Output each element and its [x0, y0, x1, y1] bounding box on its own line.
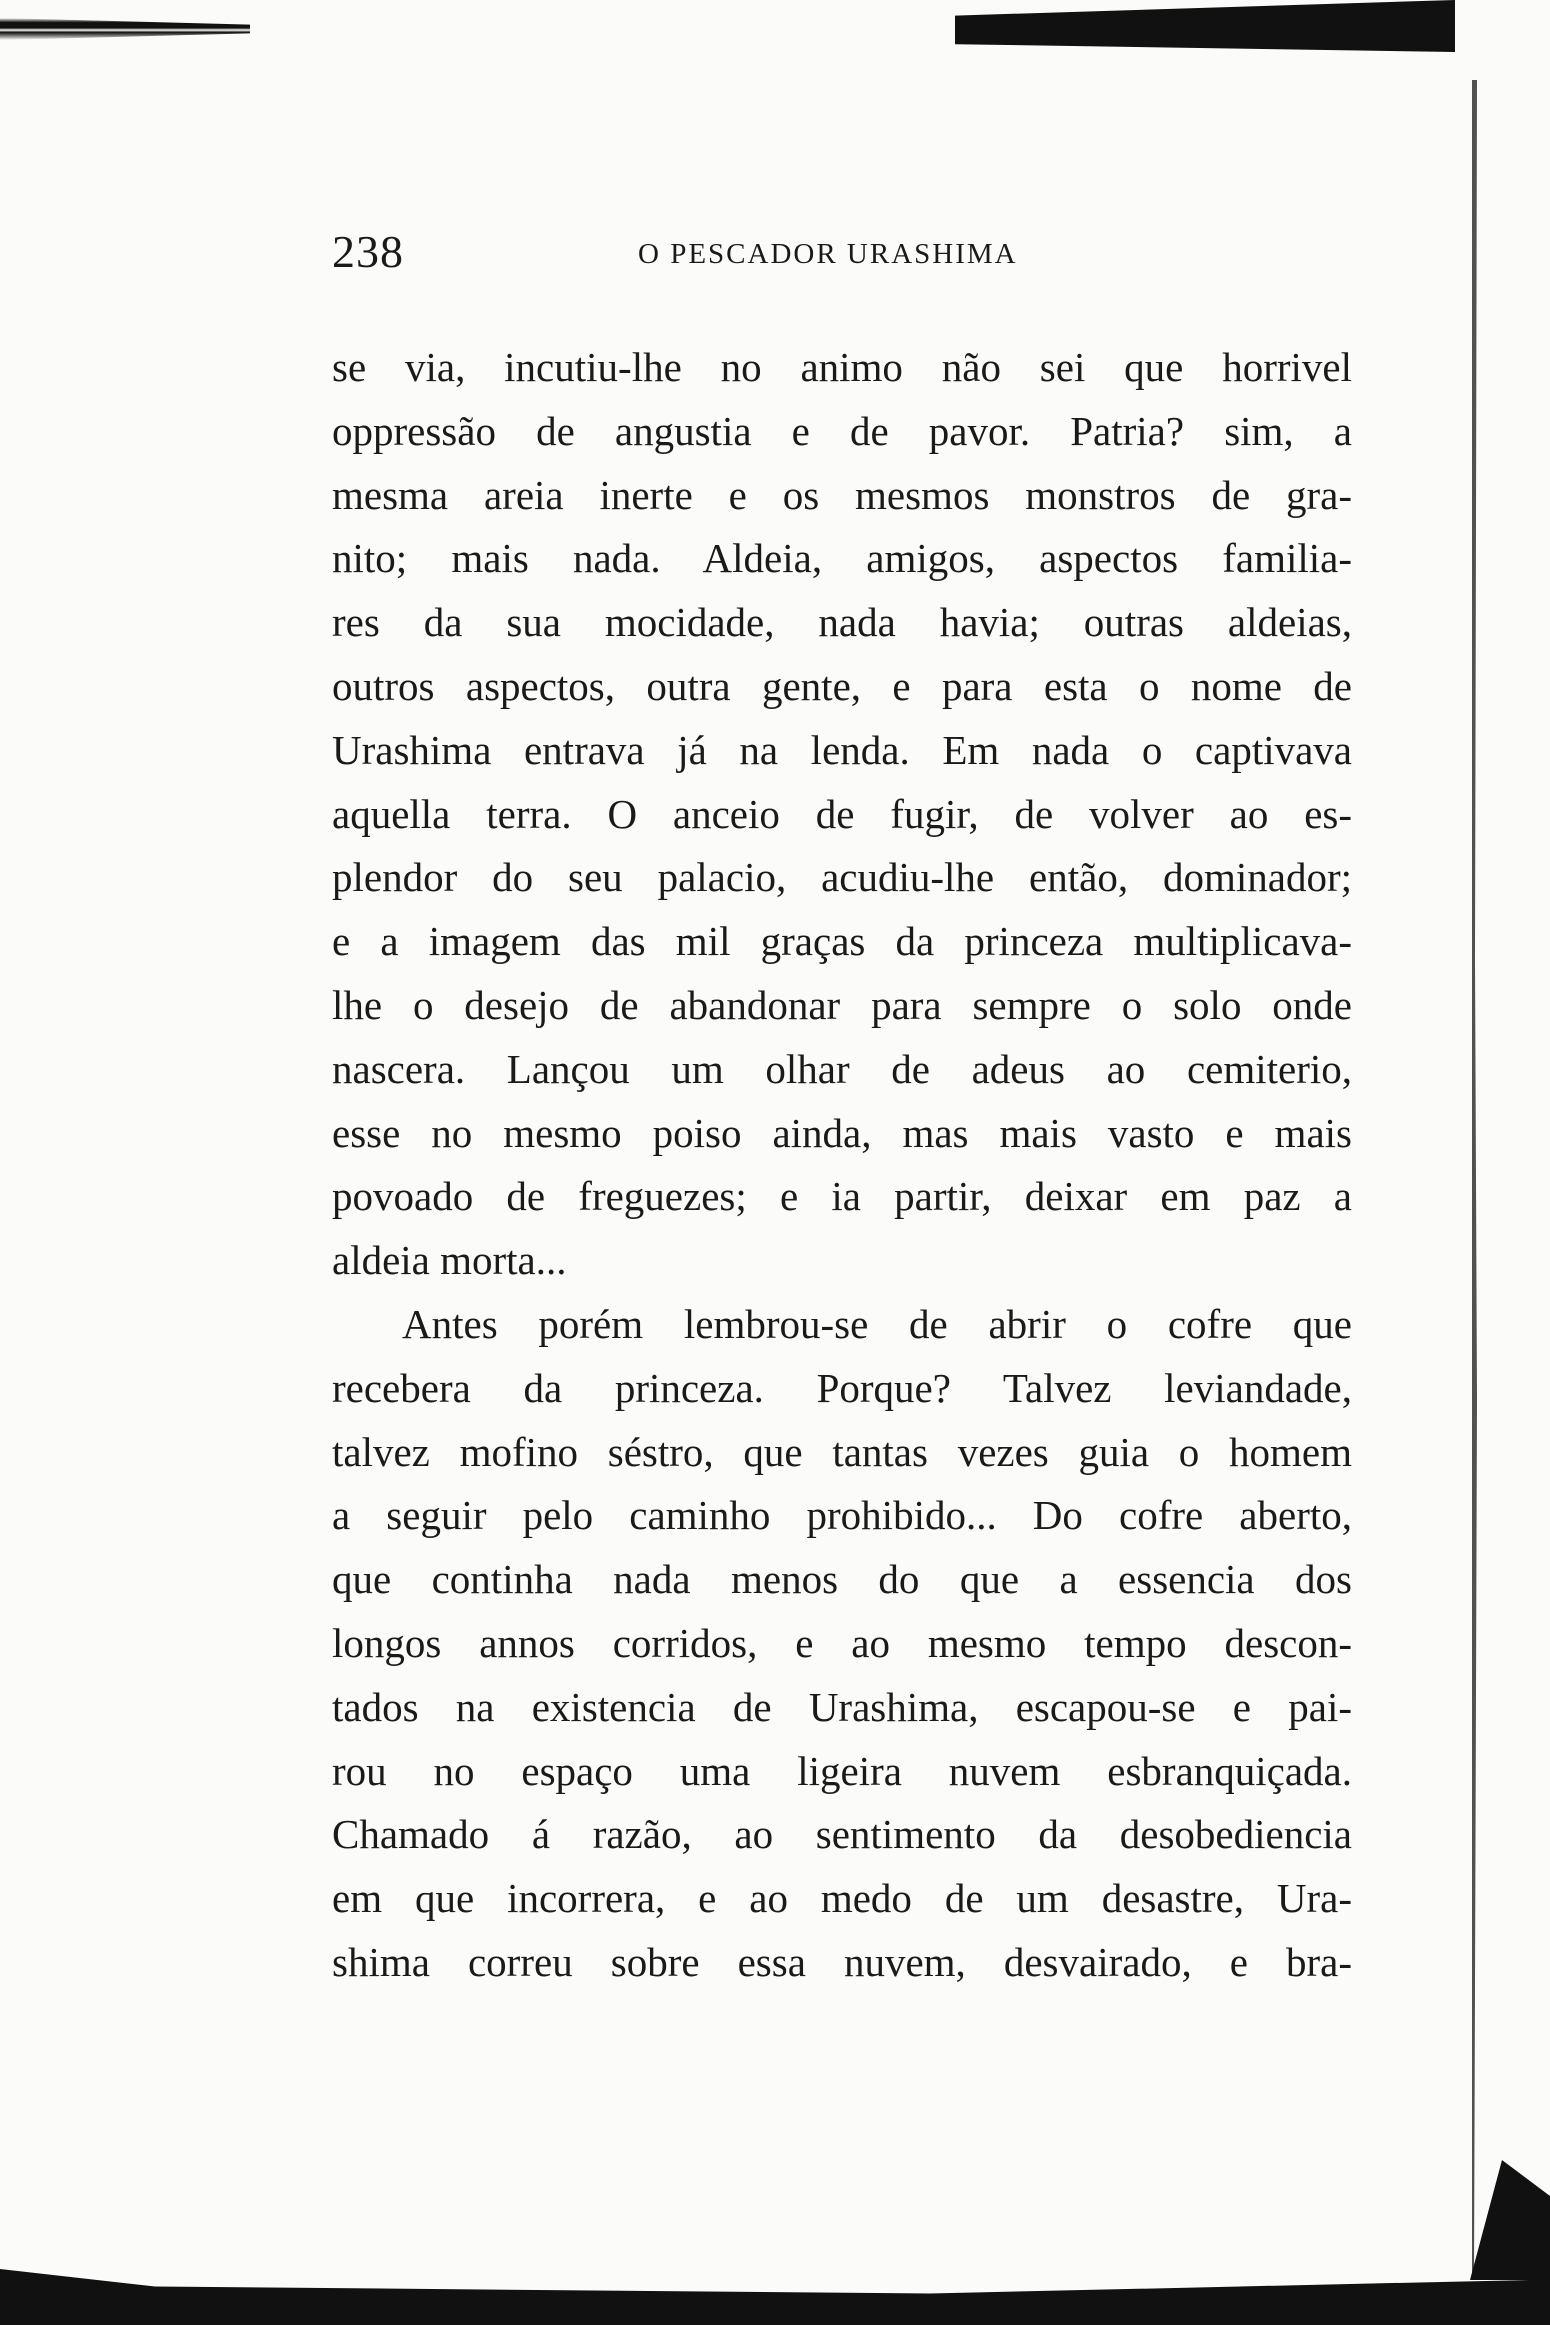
- text-line: que continha nada menos do que a essencia dos: [332, 1556, 1352, 1603]
- text-line: Antes porém lembrou-se de abrir o cofre que: [402, 1300, 1352, 1347]
- text-line: recebera da princeza. Porque? Talvez leviandade,: [332, 1364, 1352, 1411]
- scan-edge-mark: [1472, 80, 1477, 2280]
- text-line: outros aspectos, outra gente, e para esta o nome de: [332, 662, 1352, 709]
- text-line: Chamado á razão, ao sentimento da desobediencia: [332, 1811, 1352, 1858]
- text-line: plendor do seu palacio, acudiu-lhe então, dominador;: [332, 854, 1352, 901]
- scan-edge-mark: [955, 0, 1455, 52]
- scan-edge-mark: [0, 2255, 1550, 2325]
- text-line: aldeia morta...: [332, 1237, 567, 1284]
- running-title: O PESCADOR URASHIMA: [638, 238, 1018, 270]
- scan-edge-mark: [1470, 2160, 1550, 2280]
- page-number: 238: [332, 226, 404, 277]
- text-line: esse no mesmo poiso ainda, mas mais vasto e mais: [332, 1109, 1352, 1156]
- scan-edge-mark: [0, 18, 250, 40]
- text-line: a seguir pelo caminho prohibido... Do cofre aberto,: [332, 1492, 1352, 1539]
- text-line: res da sua mocidade, nada havia; outras aldeias,: [332, 599, 1352, 646]
- text-line: povoado de freguezes; e ia partir, deixar em paz a: [332, 1173, 1352, 1220]
- text-line: lhe o desejo de abandonar para sempre o solo onde: [332, 981, 1352, 1028]
- text-line: oppressão de angustia e de pavor. Patria? sim, a: [332, 407, 1352, 454]
- text-line: nito; mais nada. Aldeia, amigos, aspectos familia-: [332, 535, 1352, 582]
- text-line: se via, incutiu-lhe no animo não sei que horrivel: [332, 344, 1352, 390]
- text-line: mesma areia inerte e os mesmos monstros de gra-: [332, 471, 1352, 518]
- text-line: e a imagem das mil graças da princeza multiplicava-: [332, 918, 1352, 965]
- body-text: [332, 336, 1352, 1995]
- text-line: tados na existencia de Urashima, escapou-se e pai-: [332, 1683, 1352, 1730]
- text-line: nascera. Lançou um olhar de adeus ao cemiterio,: [332, 1045, 1352, 1092]
- text-line: aquella terra. O anceio de fugir, de volver ao es-: [332, 790, 1352, 837]
- text-line: shima correu sobre essa nuvem, desvairado, e bra-: [332, 1938, 1352, 1985]
- text-line: talvez mofino séstro, que tantas vezes guia o homem: [332, 1428, 1352, 1475]
- text-line: longos annos corridos, e ao mesmo tempo descon-: [332, 1619, 1352, 1666]
- text-line: rou no espaço uma ligeira nuvem esbranquiçada.: [332, 1747, 1352, 1794]
- text-line: em que incorrera, e ao medo de um desastre, Ura-: [332, 1875, 1352, 1922]
- text-line: Urashima entrava já na lenda. Em nada o captivava: [332, 726, 1352, 773]
